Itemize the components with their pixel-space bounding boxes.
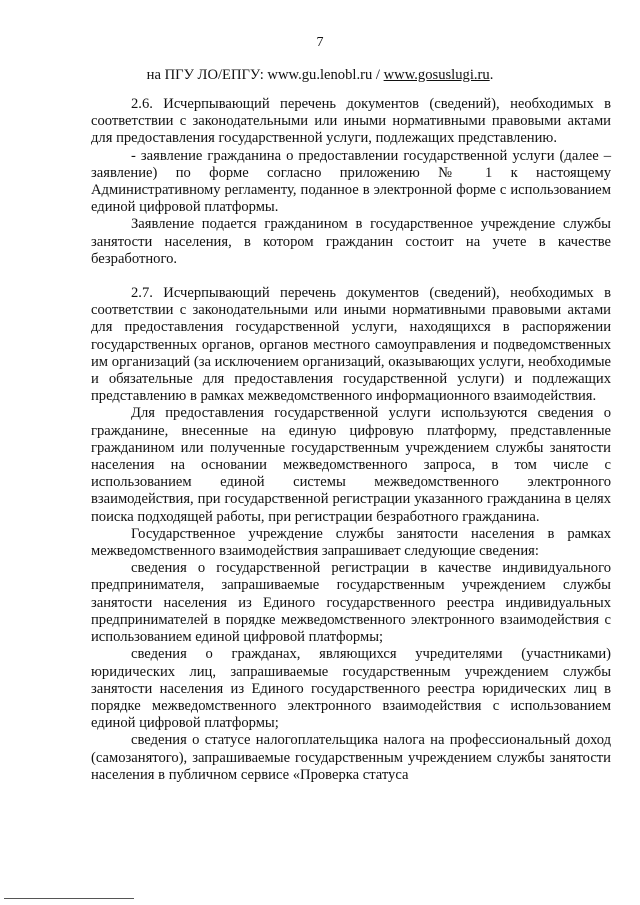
paragraph-2-6: 2.6. Исчерпывающий перечень документов (сведений), необходимых в соответствии с законодательными или иными нормативными правовыми актами для предоставления государственной услуги, подлежащих представлению.: [91, 96, 611, 147]
header-prefix: на ПГУ ЛО/ЕПГУ: www.gu.lenobl.ru /: [146, 67, 384, 83]
header-suffix: .: [489, 67, 494, 83]
page-number: 7: [316, 35, 324, 50]
paragraph-information-used: Для предоставления государственной услуги используются сведения о гражданине, внесенные на единую цифровую платформу, представленные гражданином или полученные государственным учреждением службы занятости населения на основании межведомственного запроса, в том числе с использованием единой системы межведомственного электронного взаимодействия, при государственной регистрации указанного гражданина в целях поиска подходящей работы, при регистрации безработного гражданина.: [91, 405, 611, 525]
paragraph-interagency-request: Государственное учреждение службы занятости населения в рамках межведомственного взаимодействия запрашивает следующие сведения:: [91, 525, 611, 560]
section-gap: [91, 268, 611, 285]
paragraph-application-submission: Заявление подается гражданином в государственное учреждение службы занятости населения, в котором гражданин состоит на учете в качестве безработного.: [91, 216, 611, 267]
header-line: [0, 67, 640, 84]
paragraph-entrepreneur-registry: сведения о государственной регистрации в качестве индивидуального предпринимателя, запрашиваемые государственным учреждением службы занятости населения из Единого государственного реестра индивидуальных предпринимателей в порядке межведомственного электронного взаимодействия с использованием единой цифровой платформы;: [91, 560, 611, 646]
gosuslugi-link[interactable]: www.gosuslugi.ru: [383, 67, 490, 83]
footnote-divider: [4, 898, 134, 899]
paragraph-self-employed-status: сведения о статусе налогоплательщика налога на профессиональный доход (самозанятого), запрашиваемые государственным учреждением службы занятости населения в публичном сервисе «Проверка статуса: [91, 732, 611, 783]
paragraph-application-item: - заявление гражданина о предоставлении государственной услуги (далее – заявление) по форме согласно приложению № 1 к настоящему Административному регламенту, поданное в электронной форме с использованием единой цифровой платформы.: [91, 147, 611, 216]
paragraph-legal-entities-registry: сведения о гражданах, являющихся учредителями (участниками) юридических лиц, запрашиваемые государственным учреждением службы занятости населения из Единого государственного реестра юридических лиц в порядке межведомственного электронного взаимодействия с использованием единой цифровой платформы;: [91, 646, 611, 732]
paragraph-2-7: 2.7. Исчерпывающий перечень документов (сведений), необходимых в соответствии с законодательными или иными нормативными правовыми актами для предоставления государственной услуги, находящихся в распоряжении государственных органов, органов местного самоуправления и подведомственных им организаций (за исключением организаций, оказывающих услуги, необходимые и обязательные для предоставления государственной услуги) и подлежащих представлению в рамках межведомственного информационного взаимодействия.: [91, 285, 611, 405]
document-body: [91, 96, 611, 784]
